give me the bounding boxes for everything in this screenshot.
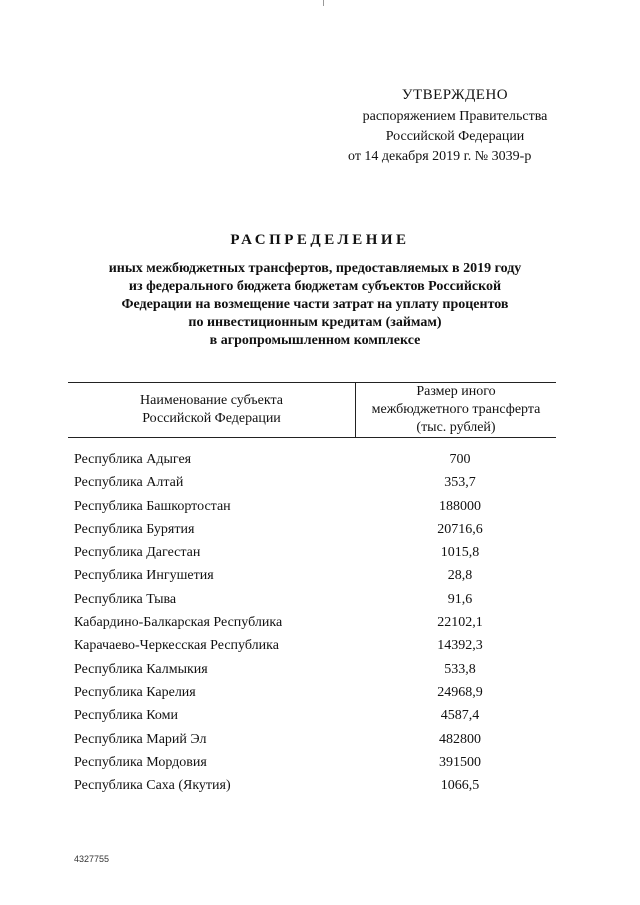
document-title: РАСПРЕДЕЛЕНИЕ	[230, 232, 410, 248]
table-row	[0, 545, 640, 568]
table-row	[0, 615, 640, 638]
transfer-amount: 24968,9	[437, 684, 483, 700]
table-row	[0, 662, 640, 685]
region-name: Республика Адыгея	[74, 452, 192, 467]
table-row	[0, 638, 640, 661]
transfer-amount: 188000	[439, 498, 481, 514]
region-name: Республика Башкортостан	[74, 498, 231, 514]
column-header-line: Российской Федерации	[142, 411, 281, 426]
table-row	[0, 475, 640, 498]
table-row	[0, 732, 640, 755]
transfer-amount: 28,8	[447, 568, 473, 584]
region-name: Карачаево-Черкесская Республика	[74, 638, 279, 654]
document-subtitle	[80, 260, 550, 350]
approval-heading: УТВЕРЖДЕНО	[401, 87, 509, 103]
region-name: Республика Калмыкия	[74, 661, 208, 677]
footer-document-code: 4327755	[74, 854, 110, 864]
table-row	[0, 568, 640, 591]
column-header-line: Размер иного	[416, 384, 496, 399]
table-header-bottom-rule	[68, 437, 556, 438]
column-header-subject	[68, 392, 355, 428]
transfer-amount: 533,8	[444, 661, 476, 677]
region-name: Республика Тыва	[74, 591, 177, 607]
approval-date-line: от 14 декабря 2019 г. № 3039-р	[348, 149, 532, 164]
column-header-line: (тыс. рублей)	[416, 420, 496, 435]
transfer-amount: 482800	[439, 731, 481, 747]
column-header-line: межбюджетного трансферта	[371, 402, 541, 417]
region-name: Республика Мордовия	[74, 754, 207, 770]
transfer-amount: 14392,3	[437, 638, 483, 654]
transfer-amount: 1066,5	[440, 778, 480, 794]
transfer-amount: 4587,4	[440, 708, 480, 724]
table-row	[0, 452, 640, 475]
table-row	[0, 592, 640, 615]
scan-mark	[323, 0, 324, 6]
transfer-amount: 22102,1	[437, 615, 483, 631]
transfer-amount: 700	[449, 452, 471, 467]
region-name: Кабардино-Балкарская Республика	[74, 615, 283, 631]
subtitle-line: по инвестиционным кредитам (займам)	[188, 315, 442, 330]
approval-block	[340, 85, 570, 167]
region-name: Республика Саха (Якутия)	[74, 778, 231, 794]
column-header-line: Наименование субъекта	[140, 393, 283, 408]
subtitle-line: из федерального бюджета бюджетам субъектов Российской	[128, 279, 502, 294]
region-name: Республика Алтай	[74, 475, 184, 491]
transfer-amount: 1015,8	[440, 545, 480, 561]
subtitle-line: в агропромышленном комплексе	[209, 333, 421, 348]
transfer-amount: 91,6	[447, 591, 473, 607]
table-row	[0, 499, 640, 522]
column-header-amount	[356, 383, 556, 437]
table-row	[0, 522, 640, 545]
approval-line-1: распоряжением Правительства	[362, 109, 548, 124]
table-row	[0, 708, 640, 731]
approval-line-2: Российской Федерации	[385, 129, 525, 144]
transfer-amount: 353,7	[444, 475, 476, 491]
region-name: Республика Карелия	[74, 684, 196, 700]
subtitle-line: Федерации на возмещение части затрат на уплату процентов	[121, 297, 509, 312]
transfer-amount: 391500	[439, 754, 481, 770]
table-row	[0, 685, 640, 708]
subtitle-line: иных межбюджетных трансфертов, предоставляемых в 2019 году	[108, 261, 522, 276]
table-body	[0, 452, 640, 801]
region-name: Республика Марий Эл	[74, 731, 207, 747]
region-name: Республика Дагестан	[74, 545, 201, 561]
table-row	[0, 755, 640, 778]
table-row	[0, 778, 640, 801]
region-name: Республика Ингушетия	[74, 568, 214, 584]
region-name: Республика Коми	[74, 708, 178, 724]
region-name: Республика Бурятия	[74, 521, 195, 537]
transfer-amount: 20716,6	[437, 521, 483, 537]
